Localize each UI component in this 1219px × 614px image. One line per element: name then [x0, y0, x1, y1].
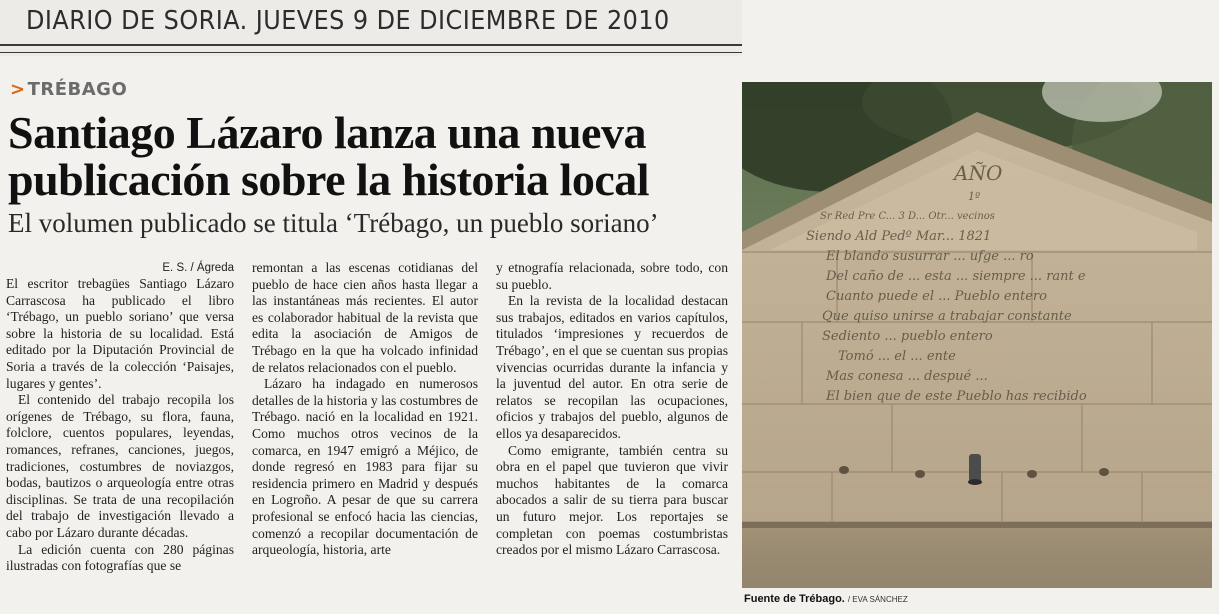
inscription-line: Siendo Ald Pedº Mar... 1821 — [806, 229, 992, 244]
photo-credit: / EVA SÁNCHEZ — [847, 595, 908, 604]
paragraph: Como emigrante, también centra su obra en el papel que tuvieron que vivir muchos habitantes de la comarca abocados a salir de su tierra para buscar un futuro mejor. Los reportajes se completan con poemas costumbristas creados por el mismo Lázaro Carrascosa. — [496, 442, 728, 558]
newspaper-masthead — [0, 0, 742, 56]
inscription-line: AÑO — [954, 161, 1003, 185]
inscription-line: El blando susurrar ... ufge ... ro — [826, 249, 1034, 264]
inscription-line: El bien que de este Pueblo has recibido — [826, 389, 1087, 404]
article-column-1 — [6, 260, 234, 575]
inscription-line: Tomó ... el ... ente — [838, 349, 956, 364]
section-tag — [10, 79, 127, 100]
section-label: TRÉBAGO — [27, 79, 128, 100]
paragraph: El escritor trebagües Santiago Lázaro Carrascosa ha publicado el libro ‘Trébago, un pueblo soriano’ que versa sobre la historia de su localidad. Está editado por la Diputación Provincial de Soria a través de la colección ‘Paisajes, lugares y gentes’. — [6, 276, 234, 391]
paragraph: En la revista de la localidad destacan sus trabajos, editados en varios capítulos, titulados ‘impresiones y recuerdos de Trébago’, en el que se cuentan sus propias vivencias ocurridas durante la infancia y la juventud del autor. En otra serie de relatos se recopilan las ocupaciones, oficios y trabajos del pueblo, algunos de ellos ya desaparecidos. — [496, 293, 728, 441]
masthead-rule-thick — [0, 44, 742, 46]
inscription-line: Sr Red Pre C... 3 D... Otr... vecinos — [820, 211, 995, 222]
paragraph: La edición cuenta con 280 páginas ilustradas con fotografías que se — [6, 541, 234, 574]
article-column-3 — [496, 260, 728, 559]
byline: E. S. / Ágreda — [162, 262, 234, 274]
fountain-photo — [742, 82, 1212, 588]
paragraph: y etnografía relacionada, sobre todo, con su pueblo. — [496, 260, 728, 292]
inscription-line: 1º — [968, 190, 981, 203]
inscription-line: Que quiso unirse a trabajar constante — [822, 309, 1072, 324]
paragraph: El contenido del trabajo recopila los orígenes de Trébago, su flora, fauna, folclore, cuentos populares, leyendas, romances, refranes, canciones, juegos, tradiciones, costumbres de noviazgos, bodas, bautizos o arqueología entre otras disciplinas. Se trata de una recopilación del trabajo de investigación llevado a cabo por Lázaro durante décadas. — [6, 392, 234, 540]
article-column-2 — [252, 260, 478, 559]
inscription-line: Mas conesa ... despué ... — [826, 369, 988, 384]
article-headline — [8, 109, 738, 203]
section-arrow-icon: > — [10, 79, 26, 100]
paragraph: remontan a las escenas cotidianas del pueblo de hace cien años hasta llegar a las instantáneas más recientes. El autor es colaborador habitual de la revista que edita la asociación de Amigos de Trébago en la que ha volcado infinidad de relatos relacionados con el pueblo. — [252, 260, 478, 375]
paragraph: Lázaro ha indagado en numerosos detalles de la historia y las costumbres de Trébago. nació en la localidad en 1921. Como muchos otros vecinos de la comarca, en 1947 emigró a Méjico, de donde regresó en 1983 para fijar su residencia primero en Madrid y después en Logroño. A pesar de que su carrera profesional se enfocó hacia las ciencias, comenzó a recopilar documentación de arqueología, historia, arte — [252, 376, 478, 558]
inscription-line: Del caño de ... esta ... siempre ... rant e — [826, 269, 1086, 284]
headline-line-2: publicación sobre la historia local — [8, 154, 650, 205]
caption-title: Fuente de Trébago. — [744, 593, 845, 605]
masthead-title: DIARIO DE SORIA. JUEVES 9 DE DICIEMBRE DE 2010 — [26, 6, 670, 36]
inscription-line: Sediento ... pueblo entero — [822, 329, 993, 344]
headline-line-1: Santiago Lázaro lanza una nueva — [8, 107, 646, 158]
fountain-illustration — [742, 82, 1212, 588]
article-subheadline: El volumen publicado se titula ‘Trébago, un pueblo soriano’ — [8, 208, 659, 238]
photo-caption — [744, 593, 908, 605]
inscription-line: Cuanto puede el ... Pueblo entero — [826, 289, 1047, 304]
masthead-rule-thin — [0, 52, 742, 53]
